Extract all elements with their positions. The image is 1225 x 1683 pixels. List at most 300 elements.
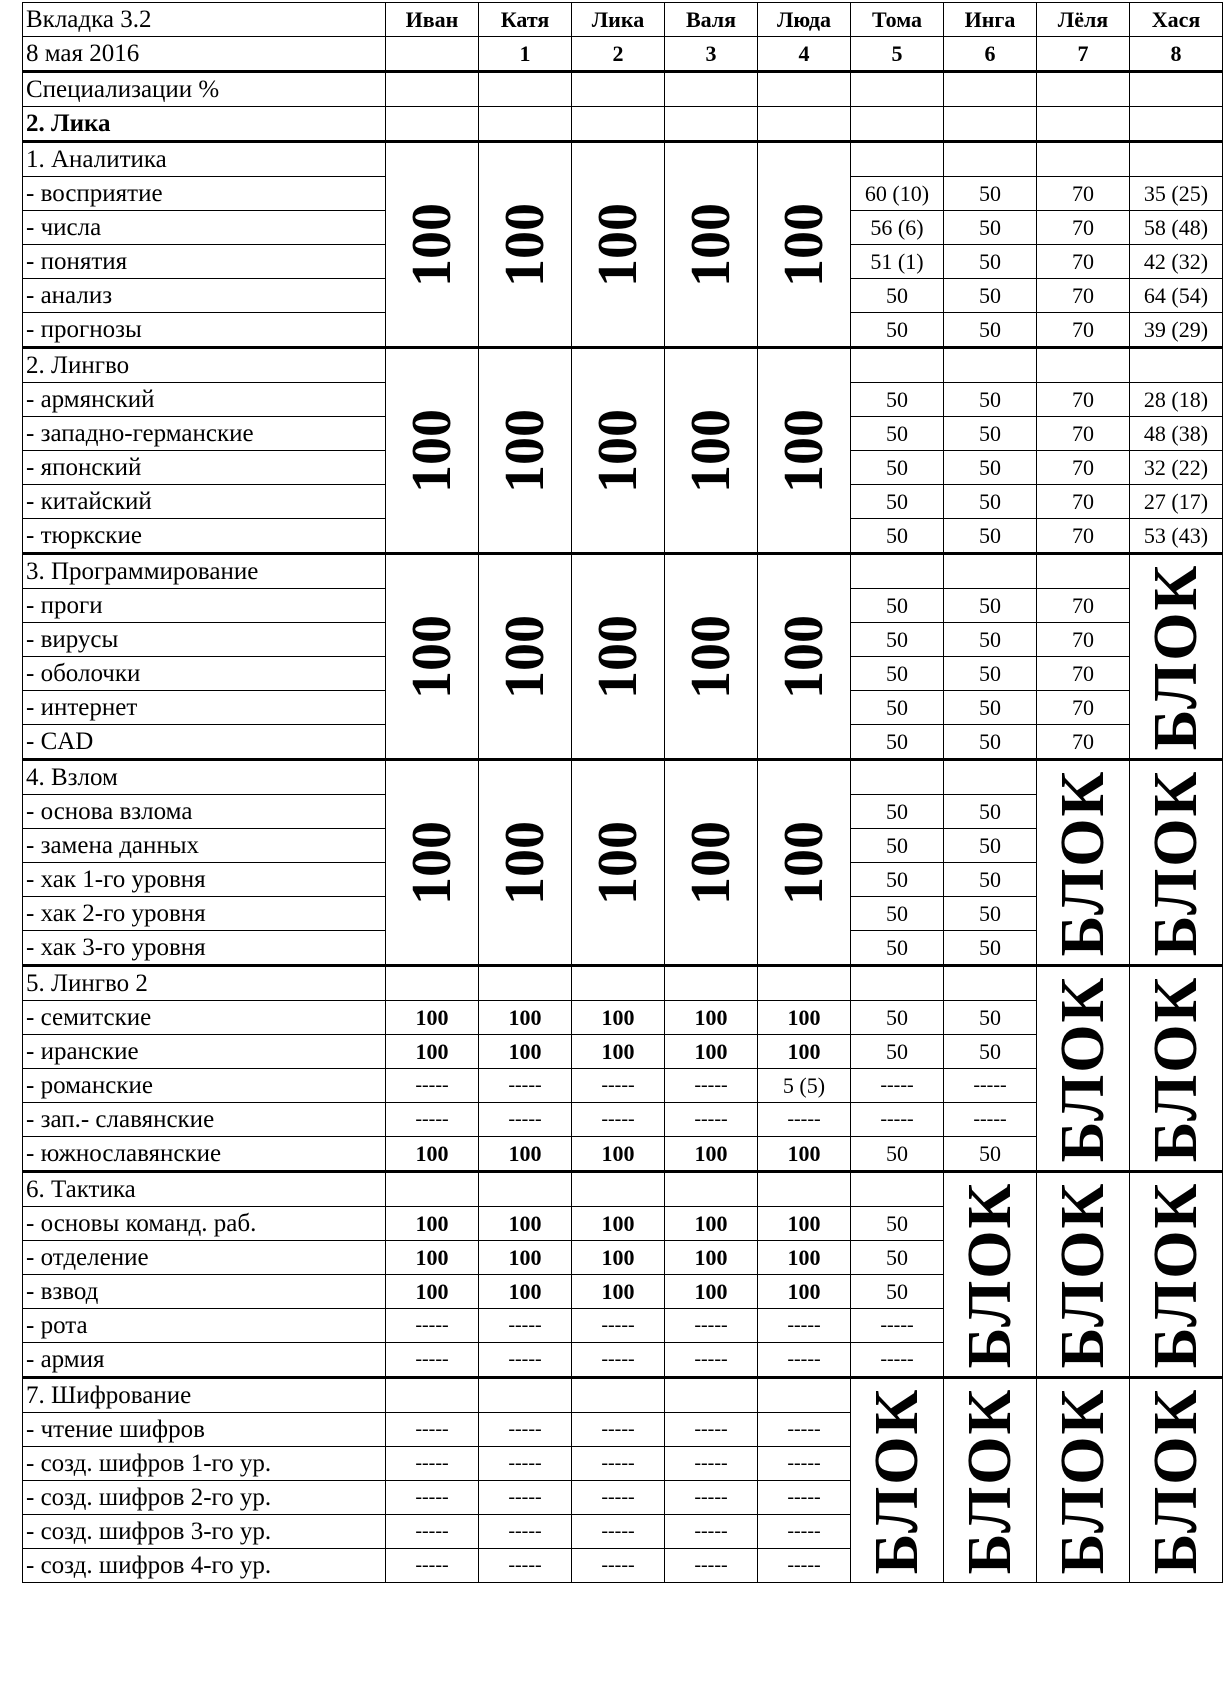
value-cell: ----- <box>479 1343 572 1378</box>
value-cell: 70 <box>1037 589 1130 623</box>
value-cell: 100 <box>758 1275 851 1309</box>
value-cell: ----- <box>386 1069 479 1103</box>
block-label: БЛОК <box>1142 975 1210 1162</box>
section-row-analytics <box>23 142 1223 177</box>
empty-cell <box>758 1378 851 1413</box>
row-label-analysis: - анализ <box>23 279 386 313</box>
value-cell: ----- <box>851 1069 944 1103</box>
value-cell: ----- <box>479 1069 572 1103</box>
section-row-lingvo2 <box>23 966 1223 1001</box>
value-cell: 100 <box>665 1275 758 1309</box>
value-cell: 50 <box>944 1001 1037 1035</box>
value-cell: 100 <box>572 1207 665 1241</box>
empty-cell <box>944 348 1037 383</box>
empty-cell <box>386 72 479 107</box>
value-cell: 64 (54) <box>1130 279 1223 313</box>
value-cell: ----- <box>386 1343 479 1378</box>
value-cell: 70 <box>1037 417 1130 451</box>
vertical-100-label: 100 <box>494 408 556 493</box>
value-cell: 100 <box>479 1207 572 1241</box>
value-cell: ----- <box>479 1481 572 1515</box>
empty-cell <box>851 554 944 589</box>
person-name-2: Лика <box>572 3 665 37</box>
value-cell: 60 (10) <box>851 177 944 211</box>
value-cell: ----- <box>758 1103 851 1137</box>
spec-row <box>23 72 1223 107</box>
row-label-armenian: - армянский <box>23 383 386 417</box>
empty-cell <box>665 1378 758 1413</box>
row-label-ciph3: - созд. шифров 3-го ур. <box>23 1515 386 1549</box>
section-row-hacking <box>23 760 1223 795</box>
value-cell: 50 <box>851 451 944 485</box>
block-label: БЛОК <box>1049 1181 1117 1368</box>
value-cell: 100 <box>386 1275 479 1309</box>
merged-cell <box>1130 966 1223 1172</box>
row-label-cad: - CAD <box>23 725 386 760</box>
empty-cell <box>479 1172 572 1207</box>
merged-cell <box>1037 1378 1130 1583</box>
person-number-7: 7 <box>1037 37 1130 72</box>
value-cell: 100 <box>758 1001 851 1035</box>
value-cell: ----- <box>851 1343 944 1378</box>
empty-cell <box>1037 142 1130 177</box>
person-name-5: Тома <box>851 3 944 37</box>
value-cell: ----- <box>479 1549 572 1583</box>
row-label-perception: - восприятие <box>23 177 386 211</box>
value-cell: 51 (1) <box>851 245 944 279</box>
value-cell: 56 (6) <box>851 211 944 245</box>
merged-cell <box>386 142 479 348</box>
value-cell: 100 <box>386 1001 479 1035</box>
section-title-lingvo2: 5. Лингво 2 <box>23 966 386 1001</box>
row-label-cipherread: - чтение шифров <box>23 1413 386 1447</box>
value-cell: 50 <box>851 1035 944 1069</box>
value-cell: 70 <box>1037 245 1130 279</box>
block-label: БЛОК <box>1142 1181 1210 1368</box>
empty-cell <box>479 1378 572 1413</box>
value-cell: ----- <box>572 1413 665 1447</box>
value-cell: 50 <box>944 177 1037 211</box>
header-names-row <box>23 3 1223 37</box>
value-cell: ----- <box>572 1549 665 1583</box>
empty-cell <box>1037 72 1130 107</box>
value-cell: 100 <box>665 1137 758 1172</box>
person-name-4: Люда <box>758 3 851 37</box>
row-label-hack2: - хак 2-го уровня <box>23 897 386 931</box>
value-cell: 50 <box>944 863 1037 897</box>
merged-cell <box>1037 966 1130 1172</box>
merged-cell <box>479 554 572 760</box>
merged-cell <box>572 554 665 760</box>
value-cell: 50 <box>851 383 944 417</box>
merged-cell <box>1130 1378 1223 1583</box>
value-cell: ----- <box>665 1549 758 1583</box>
value-cell: ----- <box>386 1481 479 1515</box>
row-label-romance: - романские <box>23 1069 386 1103</box>
person-number-3: 3 <box>665 37 758 72</box>
value-cell: 50 <box>851 417 944 451</box>
row-label-squad: - отделение <box>23 1241 386 1275</box>
value-cell: ----- <box>665 1069 758 1103</box>
empty-cell <box>851 760 944 795</box>
block-label: БЛОК <box>1142 1387 1210 1574</box>
value-cell: 100 <box>386 1207 479 1241</box>
empty-cell <box>1037 107 1130 142</box>
empty-cell <box>944 72 1037 107</box>
empty-cell <box>1037 348 1130 383</box>
block-label: БЛОК <box>956 1181 1024 1368</box>
value-cell: 70 <box>1037 313 1130 348</box>
value-cell: 35 (25) <box>1130 177 1223 211</box>
empty-cell <box>758 107 851 142</box>
value-cell: 70 <box>1037 279 1130 313</box>
empty-cell <box>665 72 758 107</box>
value-cell: 50 <box>944 451 1037 485</box>
vertical-100-label: 100 <box>587 408 649 493</box>
row-label-semitic: - семитские <box>23 1001 386 1035</box>
merged-cell <box>665 554 758 760</box>
value-cell: ----- <box>572 1103 665 1137</box>
value-cell: 50 <box>851 725 944 760</box>
merged-cell <box>479 760 572 966</box>
value-cell: 50 <box>944 1035 1037 1069</box>
merged-cell <box>665 142 758 348</box>
value-cell: 70 <box>1037 519 1130 554</box>
person-number-1: 1 <box>479 37 572 72</box>
merged-cell <box>665 760 758 966</box>
merged-cell <box>1037 1172 1130 1378</box>
row-label-internet: - интернет <box>23 691 386 725</box>
row-label-westslavic: - зап.- славянские <box>23 1103 386 1137</box>
value-cell: 100 <box>479 1275 572 1309</box>
tab-title: Вкладка 3.2 <box>23 3 386 37</box>
person-name-1: Катя <box>479 3 572 37</box>
value-cell: ----- <box>944 1069 1037 1103</box>
row-label-shells: - оболочки <box>23 657 386 691</box>
value-cell: 50 <box>944 691 1037 725</box>
person-name-8: Хася <box>1130 3 1223 37</box>
block-label: БЛОК <box>1142 563 1210 750</box>
row-label-viruses: - вирусы <box>23 623 386 657</box>
value-cell: 50 <box>851 931 944 966</box>
value-cell: ----- <box>386 1413 479 1447</box>
value-cell: ----- <box>665 1413 758 1447</box>
empty-cell <box>665 966 758 1001</box>
empty-cell <box>944 107 1037 142</box>
person-number-8: 8 <box>1130 37 1223 72</box>
value-cell: 100 <box>386 1035 479 1069</box>
value-cell: 50 <box>851 589 944 623</box>
person-number-6: 6 <box>944 37 1037 72</box>
value-cell: ----- <box>758 1549 851 1583</box>
empty-cell <box>665 1172 758 1207</box>
value-cell: 100 <box>479 1241 572 1275</box>
empty-cell <box>572 107 665 142</box>
vertical-100-label: 100 <box>680 614 742 699</box>
value-cell: ----- <box>572 1481 665 1515</box>
empty-cell <box>386 1172 479 1207</box>
value-cell: 50 <box>851 897 944 931</box>
value-cell: ----- <box>479 1515 572 1549</box>
empty-cell <box>1130 348 1223 383</box>
value-cell: ----- <box>386 1103 479 1137</box>
value-cell: ----- <box>665 1309 758 1343</box>
section-row-tactics <box>23 1172 1223 1207</box>
vertical-100-label: 100 <box>401 202 463 287</box>
value-cell: 100 <box>665 1035 758 1069</box>
value-cell: ----- <box>572 1069 665 1103</box>
vertical-100-label: 100 <box>773 408 835 493</box>
value-cell: 50 <box>944 897 1037 931</box>
vertical-100-label: 100 <box>773 820 835 905</box>
value-cell: 100 <box>386 1241 479 1275</box>
empty-cell <box>572 1172 665 1207</box>
value-cell: 58 (48) <box>1130 211 1223 245</box>
merged-cell <box>1130 1172 1223 1378</box>
value-cell: 50 <box>944 279 1037 313</box>
empty-cell <box>851 72 944 107</box>
value-cell: 100 <box>386 1137 479 1172</box>
value-cell: ----- <box>386 1549 479 1583</box>
vertical-100-label: 100 <box>494 820 556 905</box>
value-cell: 50 <box>944 313 1037 348</box>
value-cell: 70 <box>1037 177 1130 211</box>
merged-cell <box>1130 554 1223 760</box>
value-cell: 50 <box>851 1207 944 1241</box>
empty-cell <box>665 107 758 142</box>
date-label: 8 мая 2016 <box>23 37 386 72</box>
row-label-platoon: - взвод <box>23 1275 386 1309</box>
merged-cell <box>944 1172 1037 1378</box>
empty-cell <box>1037 554 1130 589</box>
value-cell: 70 <box>1037 657 1130 691</box>
block-label: БЛОК <box>1049 975 1117 1162</box>
empty-cell <box>1130 107 1223 142</box>
value-cell: 42 (32) <box>1130 245 1223 279</box>
value-cell: ----- <box>851 1103 944 1137</box>
section-title-programming: 3. Программирование <box>23 554 386 589</box>
value-cell: 50 <box>851 313 944 348</box>
value-cell: ----- <box>665 1103 758 1137</box>
empty-cell <box>851 966 944 1001</box>
value-cell: ----- <box>758 1481 851 1515</box>
value-cell: ----- <box>572 1447 665 1481</box>
vertical-100-label: 100 <box>680 408 742 493</box>
empty-cell <box>851 348 944 383</box>
value-cell: 50 <box>851 691 944 725</box>
section-title-hacking: 4. Взлом <box>23 760 386 795</box>
merged-cell <box>665 348 758 554</box>
value-cell: 27 (17) <box>1130 485 1223 519</box>
block-label: БЛОК <box>956 1387 1024 1574</box>
section-title-analytics: 1. Аналитика <box>23 142 386 177</box>
vertical-100-label: 100 <box>494 614 556 699</box>
row-label-army: - армия <box>23 1343 386 1378</box>
empty-cell <box>572 1378 665 1413</box>
value-cell: 50 <box>944 245 1037 279</box>
empty-cell <box>851 142 944 177</box>
merged-cell <box>386 554 479 760</box>
value-cell: 32 (22) <box>1130 451 1223 485</box>
empty-cell <box>386 107 479 142</box>
value-cell: ----- <box>944 1103 1037 1137</box>
value-cell: 70 <box>1037 451 1130 485</box>
person-row <box>23 107 1223 142</box>
value-cell: ----- <box>758 1309 851 1343</box>
empty-cell <box>479 72 572 107</box>
value-cell: 50 <box>944 657 1037 691</box>
value-cell: ----- <box>479 1413 572 1447</box>
person-number-2: 2 <box>572 37 665 72</box>
vertical-100-label: 100 <box>401 614 463 699</box>
empty-cell <box>572 72 665 107</box>
value-cell: 50 <box>944 417 1037 451</box>
value-cell: 70 <box>1037 211 1130 245</box>
row-label-hack3: - хак 3-го уровня <box>23 931 386 966</box>
value-cell: 100 <box>758 1207 851 1241</box>
value-cell: 50 <box>944 1137 1037 1172</box>
value-cell: 100 <box>479 1001 572 1035</box>
value-cell: 100 <box>572 1137 665 1172</box>
merged-cell <box>572 348 665 554</box>
value-cell: 50 <box>944 485 1037 519</box>
merged-cell <box>386 348 479 554</box>
merged-cell <box>944 1378 1037 1583</box>
row-label-forecasts: - прогнозы <box>23 313 386 348</box>
value-cell: 100 <box>758 1241 851 1275</box>
value-cell: ----- <box>386 1309 479 1343</box>
row-label-hackbase: - основа взлома <box>23 795 386 829</box>
value-cell: 50 <box>851 485 944 519</box>
value-cell: 50 <box>851 863 944 897</box>
empty-cell <box>944 142 1037 177</box>
row-label-progs: - проги <box>23 589 386 623</box>
value-cell: 70 <box>1037 623 1130 657</box>
value-cell: 50 <box>944 211 1037 245</box>
empty-cell <box>479 966 572 1001</box>
row-label-chinese: - китайский <box>23 485 386 519</box>
value-cell: 100 <box>572 1241 665 1275</box>
empty-cell <box>1130 72 1223 107</box>
value-cell: 50 <box>851 829 944 863</box>
value-cell: 100 <box>665 1207 758 1241</box>
value-cell: 39 (29) <box>1130 313 1223 348</box>
empty-cell <box>386 966 479 1001</box>
value-cell: 50 <box>944 829 1037 863</box>
value-cell: 100 <box>572 1275 665 1309</box>
empty-cell <box>479 107 572 142</box>
header-numbers-row <box>23 37 1223 72</box>
block-label: БЛОК <box>1049 769 1117 956</box>
vertical-100-label: 100 <box>494 202 556 287</box>
value-cell: ----- <box>665 1447 758 1481</box>
value-cell: 50 <box>944 383 1037 417</box>
person-number-5: 5 <box>851 37 944 72</box>
section-row-lingvo <box>23 348 1223 383</box>
value-cell: 50 <box>944 931 1037 966</box>
vertical-100-label: 100 <box>587 820 649 905</box>
merged-cell <box>758 554 851 760</box>
value-cell: 50 <box>944 795 1037 829</box>
value-cell: ----- <box>665 1515 758 1549</box>
value-cell: 100 <box>665 1241 758 1275</box>
vertical-100-label: 100 <box>587 614 649 699</box>
value-cell: ----- <box>386 1515 479 1549</box>
value-cell: ----- <box>572 1515 665 1549</box>
value-cell: 70 <box>1037 691 1130 725</box>
empty-cell <box>944 966 1037 1001</box>
person-name-3: Валя <box>665 3 758 37</box>
value-cell: 50 <box>944 519 1037 554</box>
specialization-table <box>22 2 1223 1583</box>
merged-cell <box>479 142 572 348</box>
value-cell: 48 (38) <box>1130 417 1223 451</box>
value-cell: 50 <box>851 1001 944 1035</box>
empty-cell <box>758 1172 851 1207</box>
value-cell: 50 <box>851 1275 944 1309</box>
merged-cell <box>572 760 665 966</box>
vertical-100-label: 100 <box>773 614 835 699</box>
row-label-ciph1: - созд. шифров 1-го ур. <box>23 1447 386 1481</box>
value-cell: 100 <box>479 1035 572 1069</box>
section-row-programming <box>23 554 1223 589</box>
value-cell: 100 <box>758 1035 851 1069</box>
row-label-concepts: - понятия <box>23 245 386 279</box>
value-cell: 50 <box>851 623 944 657</box>
value-cell: 28 (18) <box>1130 383 1223 417</box>
value-cell: 70 <box>1037 725 1130 760</box>
vertical-100-label: 100 <box>680 820 742 905</box>
vertical-100-label: 100 <box>773 202 835 287</box>
row-label-westgerman: - западно-германские <box>23 417 386 451</box>
block-label: БЛОК <box>1142 769 1210 956</box>
value-cell: 50 <box>944 725 1037 760</box>
block-label: БЛОК <box>863 1387 931 1574</box>
value-cell: 50 <box>851 1137 944 1172</box>
row-label-datareplace: - замена данных <box>23 829 386 863</box>
merged-cell <box>758 348 851 554</box>
value-cell: ----- <box>758 1447 851 1481</box>
value-cell: ----- <box>479 1447 572 1481</box>
row-label-teambase: - основы команд. раб. <box>23 1207 386 1241</box>
value-cell: ----- <box>572 1343 665 1378</box>
empty-cell <box>944 554 1037 589</box>
vertical-100-label: 100 <box>680 202 742 287</box>
value-cell: 50 <box>944 589 1037 623</box>
merged-cell <box>758 760 851 966</box>
person-label: 2. Лика <box>23 107 386 142</box>
value-cell: 50 <box>944 623 1037 657</box>
value-cell: ----- <box>386 1447 479 1481</box>
row-label-company: - рота <box>23 1309 386 1343</box>
person-number-0 <box>386 37 479 72</box>
merged-cell <box>1037 760 1130 966</box>
value-cell: 100 <box>479 1137 572 1172</box>
value-cell: 70 <box>1037 383 1130 417</box>
value-cell: 5 (5) <box>758 1069 851 1103</box>
empty-cell <box>572 966 665 1001</box>
empty-cell <box>851 107 944 142</box>
value-cell: 50 <box>851 1241 944 1275</box>
value-cell: 50 <box>851 519 944 554</box>
block-label: БЛОК <box>1049 1387 1117 1574</box>
empty-cell <box>851 1172 944 1207</box>
section-title-tactics: 6. Тактика <box>23 1172 386 1207</box>
row-label-ciph4: - созд. шифров 4-го ур. <box>23 1549 386 1583</box>
row-label-southslavic: - южнославянские <box>23 1137 386 1172</box>
vertical-100-label: 100 <box>401 820 463 905</box>
section-title-lingvo: 2. Лингво <box>23 348 386 383</box>
